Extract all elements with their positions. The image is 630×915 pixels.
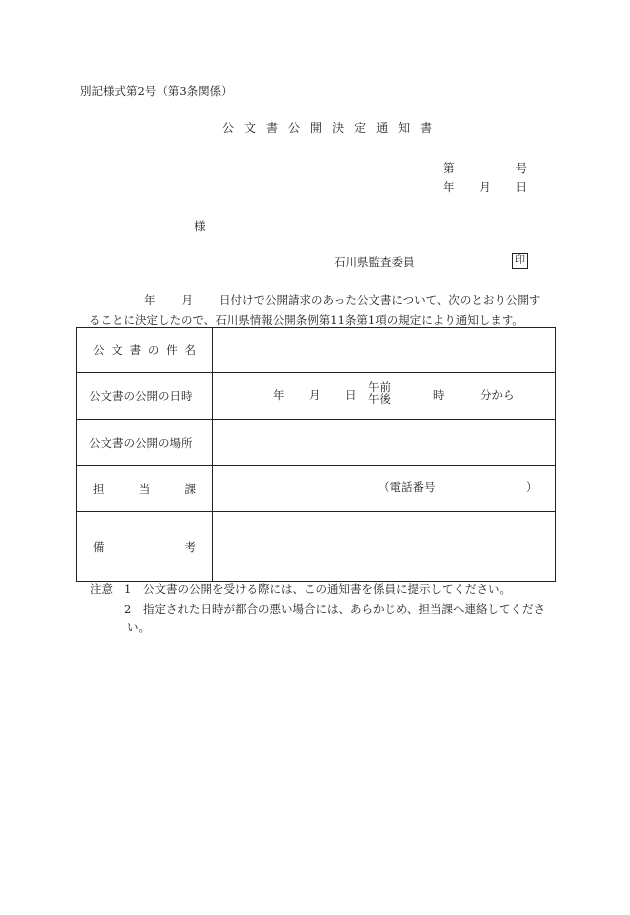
date-month: 月 xyxy=(479,180,491,194)
notes-label: 注意 xyxy=(90,582,113,596)
note-1-text: 公文書の公開を受ける際には、この通知書を係員に提示してください。 xyxy=(143,582,511,596)
date-year: 年 xyxy=(443,180,455,194)
number-suffix: 号 xyxy=(515,161,527,175)
phone-close: ） xyxy=(526,480,538,494)
document-title: 公 文 書 公 開 決 定 通 知 書 xyxy=(222,121,436,135)
addressee-suffix: 様 xyxy=(194,219,206,233)
dt-ampm: 午前 午後 xyxy=(368,380,391,406)
table-row-responsible-section xyxy=(77,466,556,512)
number-prefix: 第 xyxy=(443,161,455,175)
body-year: 年 xyxy=(144,293,156,307)
phone-open: （電話番号 xyxy=(378,480,436,494)
value-disclosure-datetime[interactable] xyxy=(213,373,556,420)
note-2-continuation: い。 xyxy=(127,620,150,634)
note-1-number: 1 xyxy=(124,582,132,596)
value-remarks[interactable] xyxy=(213,512,556,582)
dt-from: 分から xyxy=(480,388,515,402)
table-row-remarks xyxy=(77,512,556,582)
table-row-document-name xyxy=(77,328,556,373)
table-row-disclosure-datetime xyxy=(77,373,556,420)
form-number-label: 別記様式第2号（第3条関係） xyxy=(80,84,233,98)
disclosure-info-table xyxy=(76,327,556,582)
dt-day: 日 xyxy=(345,388,357,402)
label-document-name: 公 文 書 の 件 名 xyxy=(77,328,213,373)
dt-hour: 時 xyxy=(433,388,445,402)
body-text-line-1 xyxy=(144,295,540,307)
body-text-line-2: ることに決定したので、石川県情報公開条例第11条第1項の規定により通知します。 xyxy=(89,313,524,327)
label-responsible-section: 担 当 課 xyxy=(77,466,213,512)
date-day: 日 xyxy=(515,180,527,194)
table-row-disclosure-place xyxy=(77,420,556,466)
document-number-line xyxy=(443,163,527,175)
label-remarks: 備 考 xyxy=(77,512,213,582)
issue-date-line xyxy=(443,182,527,194)
dt-year: 年 xyxy=(273,388,285,402)
value-document-name[interactable] xyxy=(213,328,556,373)
body-line1-rest: 日付けで公開請求のあった公文書について、次のとおり公開す xyxy=(219,293,541,307)
body-month: 月 xyxy=(181,293,193,307)
note-2-text: 指定された日時が都合の悪い場合には、あらかじめ、担当課へ連絡してくださ xyxy=(143,602,546,616)
label-disclosure-datetime: 公文書の公開の日時 xyxy=(77,373,213,420)
label-disclosure-place: 公文書の公開の場所 xyxy=(77,420,213,466)
note-2-number: 2 xyxy=(124,602,132,616)
issuer-name: 石川県監査委員 xyxy=(334,255,415,269)
seal-stamp: 印 xyxy=(512,253,528,269)
dt-month: 月 xyxy=(309,388,321,402)
value-disclosure-place[interactable] xyxy=(213,420,556,466)
value-responsible-section[interactable] xyxy=(213,466,556,512)
